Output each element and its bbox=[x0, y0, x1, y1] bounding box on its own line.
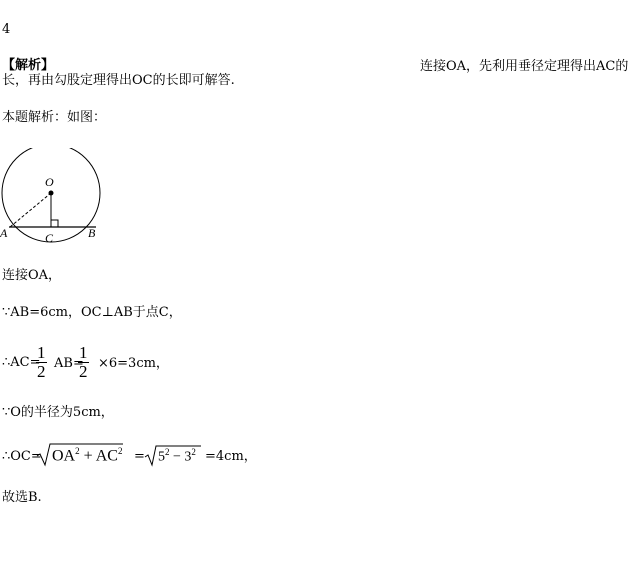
segment-oa-dashed bbox=[10, 193, 51, 227]
step-ac-mid: AB= bbox=[54, 356, 84, 371]
label-a: A bbox=[0, 226, 8, 240]
fraction-denominator: 2 bbox=[79, 362, 88, 381]
label-c: C bbox=[45, 231, 54, 245]
right-angle-mark bbox=[51, 220, 58, 227]
label-o: O bbox=[45, 175, 54, 189]
step-connect-oa: 连接OA， bbox=[2, 268, 62, 283]
step-choose-b: 故选B. bbox=[2, 490, 42, 505]
answer-number: 4 bbox=[2, 22, 11, 37]
label-b: B bbox=[88, 226, 96, 240]
fraction-denominator: 2 bbox=[37, 362, 46, 381]
radicand-oa-ac: $OA^2 + AC^2$ bbox=[52, 446, 123, 465]
fraction-half-2 bbox=[78, 345, 89, 380]
fraction-numerator: 1 bbox=[79, 343, 88, 362]
analysis-text-line1: 连接OA，先利用垂径定理得出AC的 bbox=[420, 59, 629, 74]
step-ac-suffix: ×6=3cm， bbox=[98, 356, 169, 371]
step-oc-equals: = bbox=[134, 449, 145, 464]
step-radius: ∵O的半径为5cm， bbox=[2, 405, 114, 420]
solution-intro: 本题解析：如图： bbox=[2, 110, 107, 125]
radical-5-3 bbox=[144, 443, 202, 467]
radicand-5-3: $5^2 - 3^2$ bbox=[158, 447, 196, 465]
circle-figure bbox=[0, 148, 104, 248]
step-oc-suffix: =4cm， bbox=[205, 449, 257, 464]
step-given: ∵AB=6cm，OC⊥AB于点C， bbox=[2, 305, 182, 320]
analysis-label: 【解析】 bbox=[2, 58, 55, 73]
analysis-text-line2: 长，再由勾股定理得出OC的长即可解答. bbox=[2, 73, 235, 88]
center-point bbox=[49, 191, 54, 196]
radical-oa-ac bbox=[36, 441, 124, 467]
fraction-numerator: 1 bbox=[37, 343, 46, 362]
fraction-half-1 bbox=[36, 345, 47, 380]
step-ac-prefix: ∴AC= bbox=[2, 355, 41, 370]
step-oc-prefix: ∴OC= bbox=[2, 449, 42, 464]
